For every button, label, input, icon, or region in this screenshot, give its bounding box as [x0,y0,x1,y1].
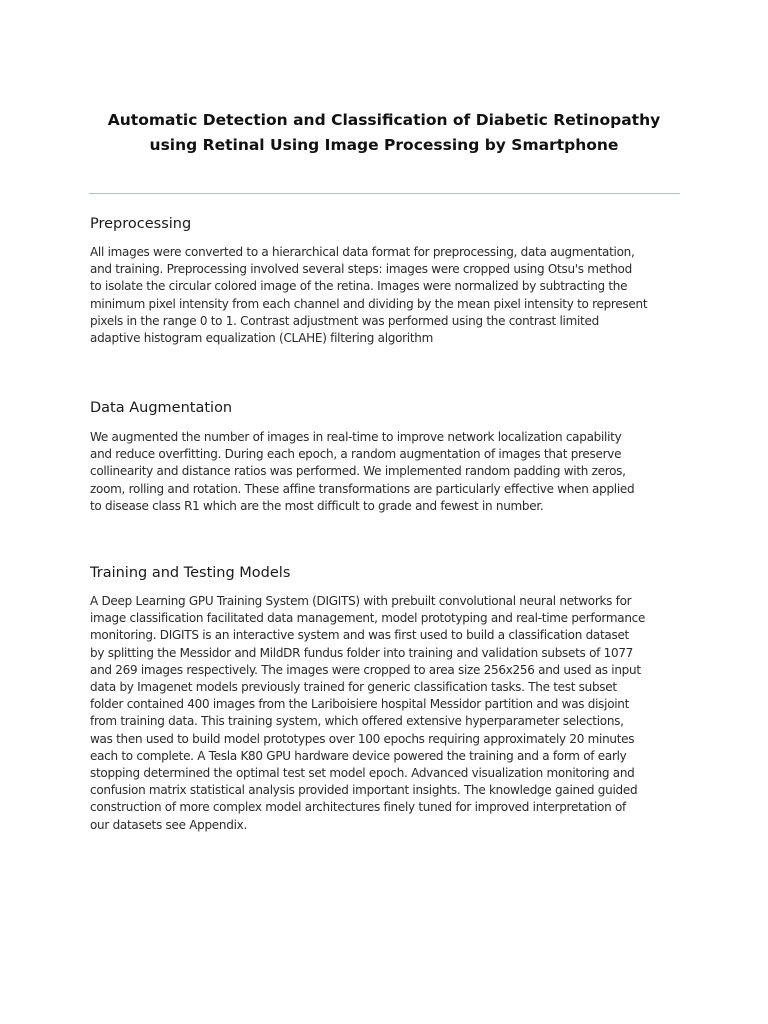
text-line: construction of more complex model architectures finely tuned for improved interpretation of [90,800,626,815]
section-heading-training-and-testing-models: Training and Testing Models [90,565,291,581]
text-line: zoom, rolling and rotation. These affine transformations are particularly effective when applied [90,481,635,496]
section-body-training-and-testing-models [90,593,690,834]
text-line: We augmented the number of images in real-time to improve network localization capability [90,430,622,444]
text-line: by splitting the Messidor and MildDR fundus folder into training and validation subsets of 1077 [90,645,634,660]
text-line: adaptive histogram equalization (CLAHE) filtering algorithm [90,331,434,346]
text-line: our datasets see Appendix. [90,817,247,832]
text-line: to disease class R1 which are the most difficult to grade and fewest in number. [90,498,544,513]
section-heading-data-augmentation: Data Augmentation [90,400,233,416]
text-line: image classification facilitated data management, model prototyping and real-time performance [90,611,646,626]
text-line: data by Imagenet models previously trained for generic classification tasks. The test subset [90,680,617,695]
title-line: using Retinal Using Image Processing by Smartphone [149,136,619,154]
text-line: A Deep Learning GPU Training System (DIGITS) with prebuilt convolutional neural networks for [90,594,632,608]
text-line: minimum pixel intensity from each channel and dividing by the mean pixel intensity to represent [90,296,648,311]
text-line: monitoring. DIGITS is an interactive system and was first used to build a classification dataset [90,628,629,643]
section-heading-preprocessing: Preprocessing [90,216,192,232]
title-divider [89,193,680,194]
section-body-data-augmentation [90,429,690,515]
text-line: to isolate the circular colored image of the retina. Images were normalized by subtracting the [90,279,628,294]
text-line: and training. Preprocessing involved several steps: images were cropped using Otsu's method [90,262,632,277]
text-line: was then used to build model prototypes over 100 epochs requiring approximately 20 minutes [90,731,635,746]
title-line: Automatic Detection and Classification of Diabetic Retinopathy [107,111,661,129]
page-title [60,108,708,158]
text-line: each to complete. A Tesla K80 GPU hardware device powered the training and a form of early [90,748,627,763]
text-line: and 269 images respectively. The images were cropped to area size 256x256 and used as input [90,662,641,677]
text-line: pixels in the range 0 to 1. Contrast adjustment was performed using the contrast limited [90,313,599,328]
text-line: All images were converted to a hierarchical data format for preprocessing, data augmentation, [90,245,635,259]
text-line: collinearity and distance ratios was performed. We implemented random padding with zeros, [90,464,626,479]
text-line: confusion matrix statistical analysis provided important insights. The knowledge gained guided [90,783,638,798]
text-line: stopping determined the optimal test set model epoch. Advanced visualization monitoring and [90,766,635,781]
text-line: from training data. This training system, which offered extensive hyperparameter selections, [90,714,624,729]
text-line: and reduce overfitting. During each epoch, a random augmentation of images that preserve [90,447,622,462]
text-line: folder contained 400 images from the Lariboisiere hospital Messidor partition and was disjoint [90,697,630,712]
section-body-preprocessing [90,244,690,347]
